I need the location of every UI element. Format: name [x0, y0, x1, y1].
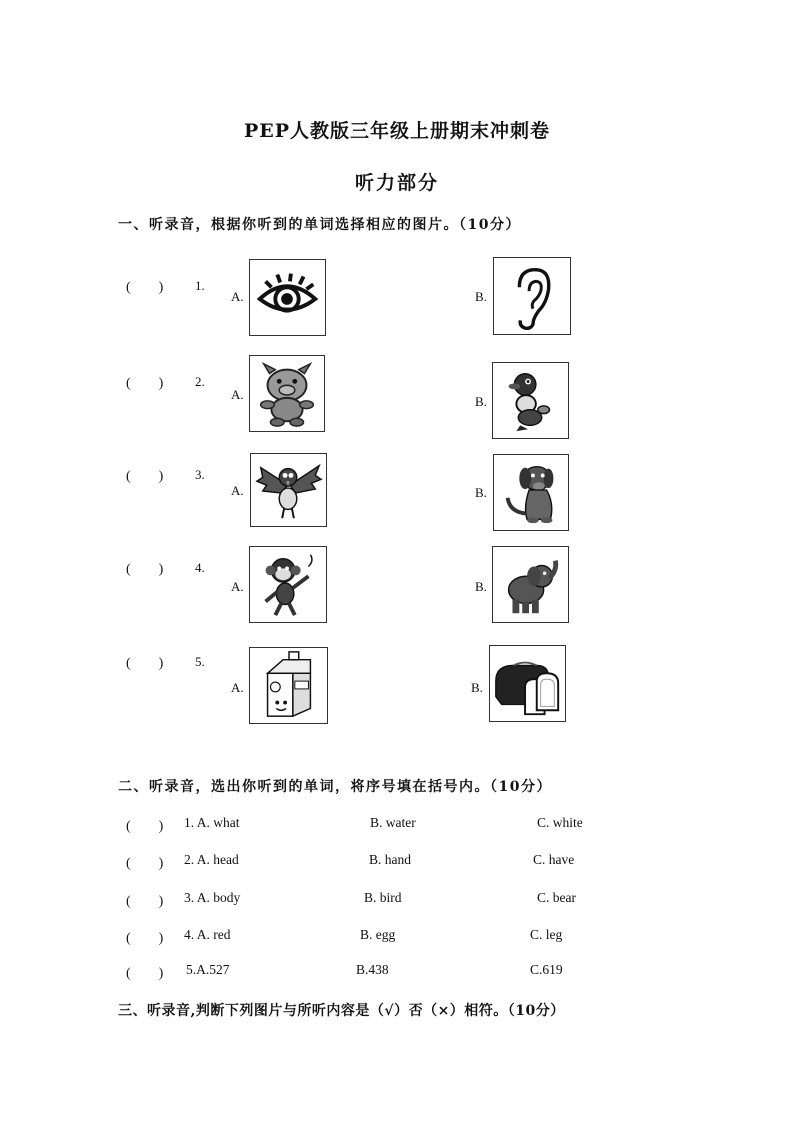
bread-icon[interactable]: [489, 645, 566, 722]
part2-heading: 二、听录音，选出你听到的单词，将序号填在括号内。（10分）: [118, 779, 552, 795]
option-b: B.438: [356, 962, 389, 977]
dog-icon[interactable]: [493, 454, 569, 531]
option-b-label: B.: [475, 289, 487, 304]
ear-icon[interactable]: [493, 257, 571, 335]
question-number: 3.: [195, 467, 205, 482]
option-a: 1. A. what: [184, 815, 240, 830]
option-a: 4. A. red: [184, 927, 231, 942]
question-number: 5.: [195, 654, 205, 669]
answer-paren[interactable]: ( ): [126, 562, 164, 577]
eye-icon[interactable]: [249, 259, 326, 336]
answer-paren[interactable]: ( ): [126, 819, 164, 834]
option-b-label: B.: [471, 680, 483, 695]
question-number: 4.: [195, 560, 205, 575]
part1-heading: 一、听录音，根据你听到的单词选择相应的图片。（10分）: [118, 217, 521, 233]
pig-icon[interactable]: [249, 355, 325, 432]
option-a: 5.A.527: [186, 962, 230, 977]
answer-paren[interactable]: ( ): [126, 280, 164, 295]
answer-paren[interactable]: ( ): [126, 931, 164, 946]
option-b: B. water: [370, 815, 416, 830]
answer-paren[interactable]: ( ): [126, 469, 164, 484]
duck-icon[interactable]: [492, 362, 569, 439]
question-number: 1.: [195, 278, 205, 293]
option-c: C.619: [530, 962, 563, 977]
answer-paren[interactable]: ( ): [126, 894, 164, 909]
option-a: 2. A. head: [184, 852, 239, 867]
elephant-icon[interactable]: [492, 546, 569, 623]
option-a: 3. A. body: [184, 890, 241, 905]
option-b: B. hand: [369, 852, 411, 867]
part3-heading: 三、听录音,判断下列图片与所听内容是（√）否（×）相符。（10分）: [118, 1003, 565, 1019]
option-a-label: A.: [231, 387, 244, 402]
option-a-label: A.: [231, 579, 244, 594]
option-c: C. leg: [530, 927, 563, 942]
option-a-label: A.: [231, 483, 244, 498]
milk-icon[interactable]: [249, 647, 328, 724]
option-b-label: B.: [475, 485, 487, 500]
bird-icon[interactable]: [250, 453, 327, 527]
option-a-label: A.: [231, 680, 244, 695]
page-subtitle: 听力部分: [354, 172, 439, 194]
option-c: C. have: [533, 852, 575, 867]
option-b: B. egg: [360, 927, 396, 942]
answer-paren[interactable]: ( ): [126, 856, 164, 871]
monkey-icon[interactable]: [249, 546, 327, 623]
option-c: C. bear: [537, 890, 576, 905]
option-b-label: B.: [475, 394, 487, 409]
page-title: PEP人教版三年级上册期末冲刺卷: [243, 120, 551, 142]
answer-paren[interactable]: ( ): [126, 966, 164, 981]
answer-paren[interactable]: ( ): [126, 376, 164, 391]
option-b: B. bird: [364, 890, 402, 905]
option-a-label: A.: [231, 289, 244, 304]
question-number: 2.: [195, 374, 205, 389]
answer-paren[interactable]: ( ): [126, 656, 164, 671]
option-c: C. white: [537, 815, 583, 830]
option-b-label: B.: [475, 579, 487, 594]
